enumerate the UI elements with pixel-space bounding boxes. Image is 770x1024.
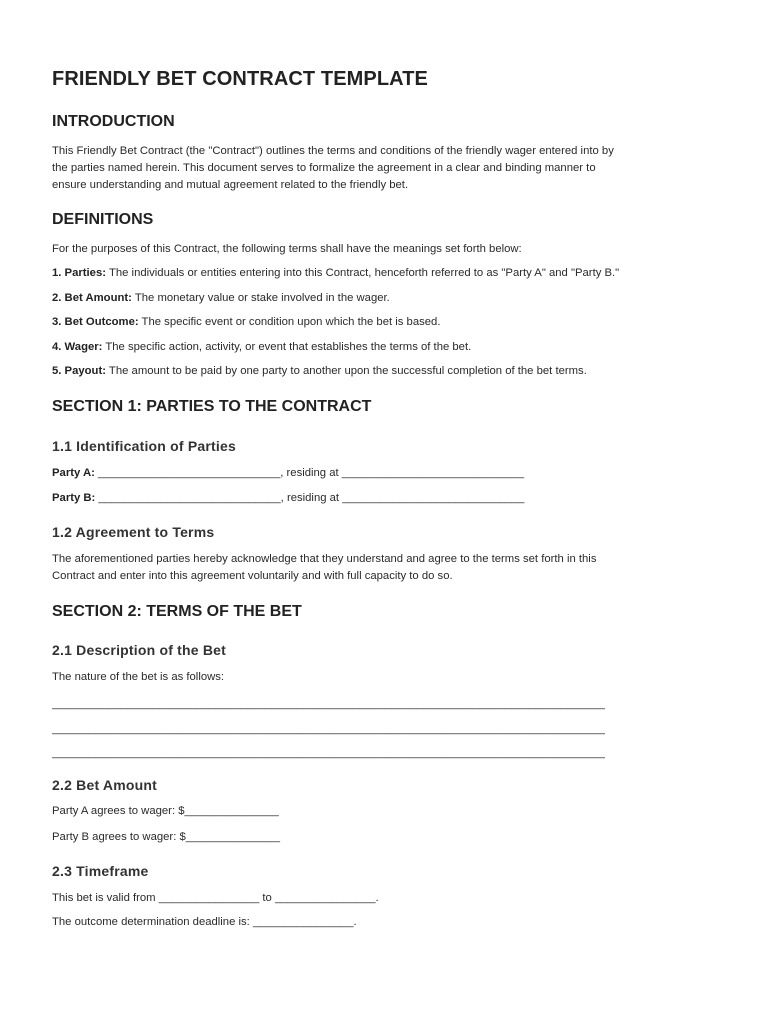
definition-term: 5. Payout:	[52, 365, 106, 377]
introduction-line-1: This Friendly Bet Contract (the "Contract") outlines the terms and conditions of the friendly wager entered into by	[52, 145, 614, 157]
party-a-label: Party A:	[52, 467, 95, 479]
introduction-line-3: ensure understanding and mutual agreement related to the friendly bet.	[52, 179, 409, 191]
definition-text: The individuals or entities entering into this Contract, henceforth referred to as "Party A" and "Party B."	[106, 267, 620, 279]
section-1-1-heading: 1.1 Identification of Parties	[52, 438, 236, 454]
definition-term: 1. Parties:	[52, 267, 107, 279]
definition-item	[52, 265, 619, 282]
definition-item	[52, 314, 440, 331]
section-1-heading: SECTION 1: PARTIES TO THE CONTRACT	[52, 398, 372, 415]
party-b-blanks: _____________________________, residing at _____________________________	[95, 492, 525, 504]
definition-term: 4. Wager:	[52, 341, 103, 353]
section-2-2-heading: 2.2 Bet Amount	[52, 777, 157, 793]
definition-text: The specific event or condition upon which the bet is based.	[138, 316, 441, 328]
document-title: FRIENDLY BET CONTRACT TEMPLATE	[52, 68, 428, 90]
definitions-heading: DEFINITIONS	[52, 211, 154, 228]
section-2-1-heading: 2.1 Description of the Bet	[52, 642, 227, 658]
definition-text: The monetary value or stake involved in the wager.	[131, 292, 390, 304]
party-b-label: Party B:	[52, 492, 96, 504]
section-2-heading: SECTION 2: TERMS OF THE BET	[52, 603, 302, 620]
definition-item	[52, 339, 471, 356]
agreement-line-1: The aforementioned parties hereby acknowledge that they understand and agree to the terms set forth in this	[52, 553, 597, 565]
definition-text: The amount to be paid by one party to another upon the successful completion of the bet terms.	[106, 365, 587, 377]
party-a-blanks: _____________________________, residing at _____________________________	[94, 467, 524, 479]
definition-item	[52, 363, 587, 380]
introduction-heading: INTRODUCTION	[52, 113, 175, 130]
agreement-line-2: Contract and enter into this agreement voluntarily and with full capacity to do so.	[52, 570, 453, 582]
definitions-intro: For the purposes of this Contract, the following terms shall have the meanings set forth below:	[52, 243, 522, 255]
party-a-line	[52, 465, 524, 482]
definition-term: 2. Bet Amount:	[52, 292, 132, 304]
section-2-3-heading: 2.3 Timeframe	[52, 863, 149, 879]
definition-text: The specific action, activity, or event that establishes the terms of the bet.	[102, 341, 472, 353]
party-b-line	[52, 490, 524, 507]
definition-item	[52, 290, 390, 307]
description-blank-line: ________________________________________________________________________________________	[52, 747, 605, 759]
bet-nature-text: The nature of the bet is as follows:	[52, 671, 225, 683]
valid-timeframe: This bet is valid from ________________ to ________________.	[52, 892, 379, 904]
party-b-wager: Party B agrees to wager: $_______________	[52, 831, 280, 843]
introduction-line-2: the parties named herein. This document serves to formalize the agreement in a clear and binding manner to	[52, 162, 596, 174]
section-1-2-heading: 1.2 Agreement to Terms	[52, 524, 215, 540]
definition-term: 3. Bet Outcome:	[52, 316, 139, 328]
description-blank-line: ________________________________________________________________________________________	[52, 698, 605, 710]
description-blank-line: ________________________________________________________________________________________	[52, 723, 605, 735]
party-a-wager: Party A agrees to wager: $_______________	[52, 805, 279, 817]
outcome-deadline: The outcome determination deadline is: ________________.	[52, 916, 357, 928]
